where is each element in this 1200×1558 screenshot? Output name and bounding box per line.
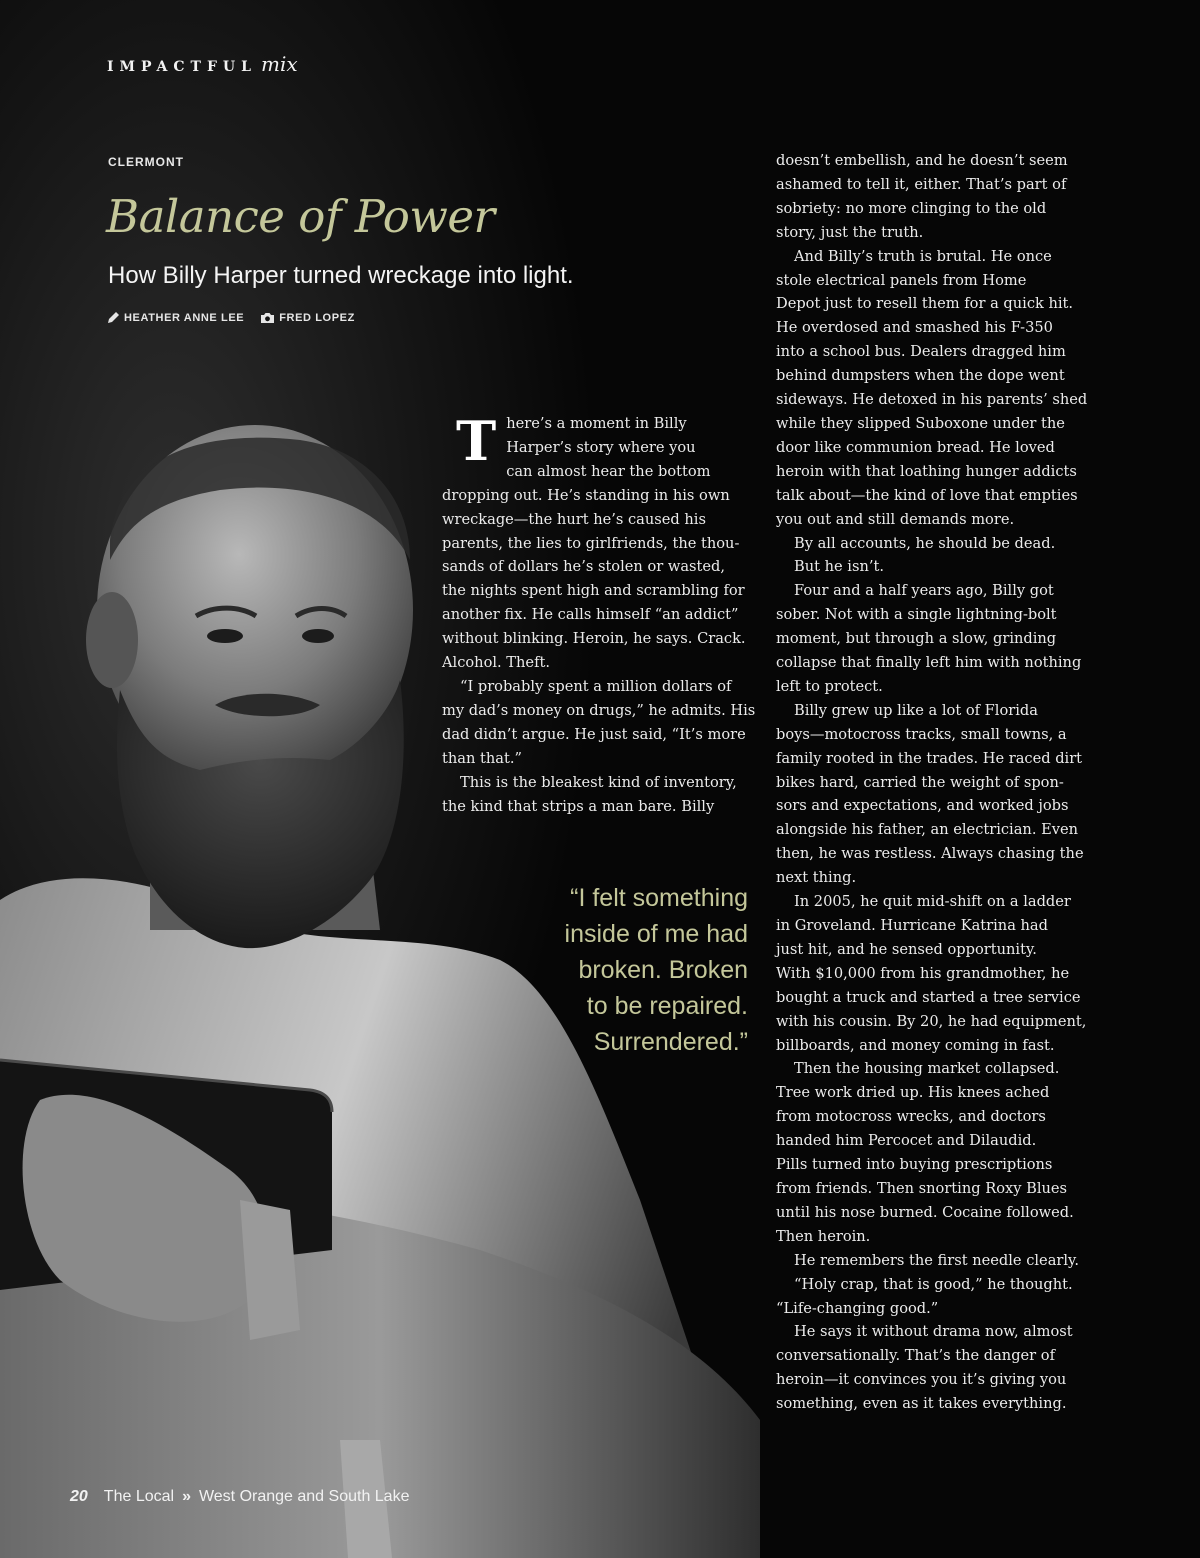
body-text-line: Four and a half years ago, Billy got [794,582,1054,600]
body-text-line: “Life-changing good.” [776,1299,939,1317]
body-text-line: ashamed to tell it, either. That’s part of [776,175,1067,193]
body-text-line: sands of dollars he’s stolen or wasted, [442,558,726,576]
body-text-line: Then the housing market collapsed. [794,1060,1060,1078]
body-text-line: with his cousin. By 20, he had equipment, [776,1012,1087,1030]
article-headline: Balance of Power [106,190,495,243]
body-text-line: until his nose burned. Cocaine followed. [776,1203,1074,1221]
photographer-name: FRED LOPEZ [279,311,355,324]
body-text-line: talk about—the kind of love that empties [776,486,1078,504]
body-text-line: Then heroin. [776,1227,871,1245]
body-text-line: He remembers the first needle clearly. [794,1251,1079,1269]
body-text-line: Billy grew up like a lot of Florida [794,701,1038,719]
body-text-line: He overdosed and smashed his F-350 [776,319,1053,337]
pull-quote-line: Surrendered.” [593,1028,748,1056]
body-text-line: handed him Percocet and Dilaudid. [776,1132,1037,1150]
body-text-line: doesn’t embellish, and he doesn’t seem [776,152,1068,169]
body-text-line: Pills turned into buying prescriptions [776,1156,1053,1174]
body-text-line: from motocross wrecks, and doctors [776,1108,1046,1126]
body-text-line: Alcohol. Theft. [442,654,550,672]
body-text-line: sobriety: no more clinging to the old [776,199,1047,217]
body-text-line: can almost hear the bottom [506,462,711,480]
body-text-line: And Billy’s truth is brutal. He once [794,247,1052,265]
body-text-line: Harper’s story where you [506,438,696,456]
body-text-line: alongside his father, an electrician. Even [776,821,1079,839]
section-name: IMPACTFUL [107,59,257,75]
body-text-line: left to protect. [776,677,883,695]
body-text-line: “I probably spent a million dollars of [460,677,732,695]
body-column-1 [442,409,756,818]
body-text-line: billboards, and money coming in fast. [776,1036,1055,1054]
body-text-line: collapse that finally left him with nothing [776,654,1082,672]
body-text-line: just hit, and he sensed opportunity. [776,940,1037,958]
writer-name: HEATHER ANNE LEE [124,311,245,324]
body-text-line: conversationally. That’s the danger of [776,1347,1055,1365]
body-text-line: here’s a moment in Billy [506,415,687,432]
body-text-line: door like communion bread. He loved [776,438,1055,456]
pull-quote-line: to be repaired. [586,992,748,1020]
body-text-line: story, just the truth. [776,223,924,241]
pencil-icon [107,311,120,324]
page-footer [70,1488,409,1506]
body-text-line: He says it without drama now, almost [794,1323,1073,1341]
pull-quote-line: inside of me had [564,920,748,948]
body-text-line: the kind that strips a man bare. Billy [442,797,715,815]
body-text-line: bikes hard, carried the weight of spon- [776,773,1064,791]
writer-credit [107,311,244,324]
body-text-line: without blinking. Heroin, he says. Crack. [442,630,746,648]
pull-quote-line: “I felt something [570,884,748,912]
publication-name: The Local [103,1488,175,1505]
body-text-line: from friends. Then snorting Roxy Blues [776,1179,1068,1197]
body-text-line: boys—motocross tracks, small towns, a [776,725,1067,743]
body-text-line: sideways. He detoxed in his parents’ shed [776,391,1088,409]
body-text-line: then, he was restless. Always chasing the [776,845,1084,863]
body-text-line: Tree work dried up. His knees ached [776,1084,1050,1102]
body-text-line: wreckage—the hurt he’s caused his [442,510,706,528]
body-text-line: behind dumpsters when the dope went [776,367,1065,385]
body-text-line: in Groveland. Hurricane Katrina had [776,917,1048,934]
body-text-line: you out and still demands more. [776,510,1015,528]
body-text-line: dad didn’t argue. He just said, “It’s more [442,725,746,743]
body-text-line: family rooted in the trades. He raced dirt [776,749,1083,767]
camera-icon [260,312,275,324]
body-text-line: But he isn’t. [794,558,884,576]
body-text-line: Depot just to resell them for a quick hit. [776,295,1074,313]
body-text-line: the nights spent high and scrambling for [442,582,745,600]
body-text-line: something, even as it takes everything. [776,1395,1067,1413]
photographer-credit [260,312,355,324]
body-text-line: while they slipped Suboxone under the [776,414,1065,432]
pull-quote-line: broken. Broken [578,956,748,984]
pull-quote [490,880,748,1060]
body-text-line: parents, the lies to girlfriends, the thou- [442,534,740,552]
body-text-line: than that.” [442,749,522,767]
body-text-line: another fix. He calls himself “an addict” [442,606,739,624]
body-text-line: dropping out. He’s standing in his own [442,486,730,504]
body-text-line: With $10,000 from his grandmother, he [776,964,1070,982]
body-text-line: heroin—it convinces you it’s giving you [776,1371,1067,1389]
section-subname: mix [260,52,298,76]
body-text-line: In 2005, he quit mid-shift on a ladder [794,893,1071,911]
body-text-line: next thing. [776,869,857,887]
page-number: 20 [70,1488,88,1505]
body-text-line: my dad’s money on drugs,” he admits. His [442,701,756,719]
body-text-line: moment, but through a slow, grinding [776,630,1057,648]
body-text-line: This is the bleakest kind of inventory, [460,773,737,791]
edition-name: West Orange and South Lake [198,1488,410,1505]
body-text-line: heroin with that loathing hunger addicts [776,462,1077,480]
footer-separator: » [182,1488,191,1505]
body-text-line: stole electrical panels from Home [776,271,1027,289]
article-kicker: CLERMONT [108,155,184,169]
section-tag [107,52,298,76]
body-text-line: into a school bus. Dealers dragged him [776,343,1066,361]
drop-cap: T [456,409,497,473]
body-text-line: sors and expectations, and worked jobs [776,797,1069,815]
body-text-line: sober. Not with a single lightning-bolt [776,606,1057,624]
body-text-line: By all accounts, he should be dead. [794,534,1056,552]
body-text-line: bought a truck and started a tree service [776,988,1081,1006]
body-column-2 [776,149,1088,1416]
body-text-line: “Holy crap, that is good,” he thought. [794,1275,1073,1293]
byline [107,311,355,324]
article-deck: How Billy Harper turned wreckage into light. [108,262,574,289]
